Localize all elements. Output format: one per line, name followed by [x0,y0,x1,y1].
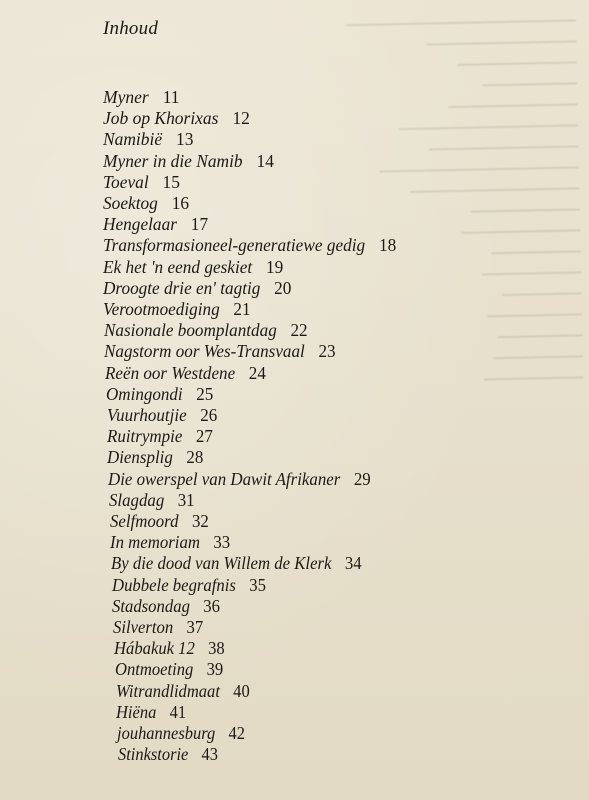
toc-entry [103,129,193,149]
toc-entry-title: Slagdag [109,489,165,510]
toc-entry [114,638,225,658]
toc-entry [109,490,195,510]
toc-entry-title: Nagstorm oor Wes-Transvaal [104,341,305,362]
toc-entry-page-number: 27 [195,426,213,447]
toc-entry-page-number: 32 [191,511,209,531]
toc-entry-title: Soektog [103,193,158,213]
toc-entry-page-number: 43 [201,744,218,765]
toc-entry-page-number: 16 [171,193,190,213]
toc-entry-page-number: 40 [233,680,250,701]
toc-entry-title: Vuurhoutjie [107,405,187,425]
toc-entry-title: Diensplig [107,447,173,468]
toc-entry [108,469,371,489]
toc-entry-title: Myner [103,87,149,107]
toc-entry-title: Dubbele begrafnis [112,574,236,595]
toc-entry [113,617,203,637]
toc-entry [104,341,336,361]
toc-entry-title: Droogte drie en' tagtig [103,277,261,298]
toc-entry [103,151,274,171]
toc-entry-title: In memoriam [110,532,200,553]
toc-entry-page-number: 23 [318,341,336,362]
toc-entry-page-number: 12 [232,108,250,129]
toc-entry-title: Hábakuk 12 [114,638,195,659]
toc-entry-page-number: 17 [190,214,209,235]
toc-entry [104,320,308,340]
toc-entry-page-number: 38 [208,638,225,659]
toc-entry-page-number: 14 [256,150,274,171]
toc-entry [116,702,186,722]
toc-entry [105,363,266,383]
toc-entry-page-number: 31 [177,489,195,510]
toc-entry-title: Selfmoord [110,511,179,531]
toc-entry [110,532,230,552]
toc-entry-page-number: 39 [206,659,224,680]
toc-entry-title: Myner in die Namib [103,150,243,171]
toc-entry [107,447,203,467]
toc-entry-title: Toeval [103,171,149,192]
toc-entry-title: Witrandlidmaat [116,680,220,701]
toc-entry-page-number: 34 [344,553,362,574]
toc-entry [103,108,250,128]
toc-entry [106,384,213,404]
toc-entry [103,214,208,234]
toc-entry [115,659,223,679]
page-heading: Inhoud [103,18,159,39]
toc-entry [107,405,217,425]
toc-entry-title: Hengelaar [103,214,177,235]
toc-entry-title: Verootmoediging [103,299,220,319]
toc-entry-page-number: 26 [200,405,218,425]
toc-entry-title: Ek het 'n eend geskiet [103,256,253,277]
toc-entry-page-number: 24 [248,362,266,383]
toc-entry-page-number: 18 [378,235,397,256]
toc-entry-page-number: 37 [186,617,204,637]
toc-entry-title: Job op Khorixas [103,108,219,129]
toc-entry-page-number: 35 [249,574,267,595]
toc-entry-title: Stinkstorie [118,744,189,765]
toc-entry [103,299,251,319]
toc-entry [103,193,189,213]
toc-entry [103,257,283,277]
toc-entry-page-number: 22 [290,320,308,341]
toc-entry-title: Ruitrympie [107,426,183,447]
toc-entry-page-number: 11 [162,87,180,107]
toc-entry-title: By die dood van Willem de Klerk [111,553,332,574]
toc-entry-title: Transformasioneel-generatiewe gedig [103,235,366,256]
toc-entry [103,278,291,298]
toc-entry-page-number: 20 [274,277,292,298]
toc-entry-page-number: 15 [162,171,180,192]
toc-entry-title: Reën oor Westdene [105,362,236,383]
toc-entry-title: Namibië [103,129,163,150]
toc-entry [103,87,180,107]
toc-entry [117,723,245,743]
toc-entry-page-number: 33 [213,532,231,553]
toc-entry-title: Nasionale boomplantdag [104,320,277,341]
toc-entry-page-number: 42 [228,723,245,743]
toc-entry-page-number: 25 [196,383,214,404]
toc-entry [110,511,209,531]
toc-entry [111,553,362,573]
toc-entry-page-number: 21 [233,299,251,319]
toc-entry-title: jouhannesburg [117,723,216,743]
toc-entry-page-number: 29 [353,468,371,489]
toc-entry-page-number: 36 [203,595,220,616]
toc-entry-title: Ontmoeting [115,659,194,680]
toc-entry-title: Stadsondag [112,595,190,616]
toc-entry-title: Hiëna [116,701,157,722]
toc-entry [103,172,180,192]
toc-entry-page-number: 28 [186,447,204,468]
toc-entry [116,681,250,701]
toc-entry [103,235,396,255]
toc-entry-title: Die owerspel van Dawit Afrikaner [108,468,341,489]
toc-entry [112,575,266,595]
toc-entry-page-number: 13 [176,129,194,150]
toc-entry [118,744,218,764]
toc-entry [107,426,213,446]
toc-entry [112,596,220,616]
toc-entry-page-number: 41 [169,701,187,722]
toc-entry-page-number: 19 [265,256,284,277]
toc-entry-title: Silverton [113,617,174,637]
toc-entry-title: Omingondi [106,383,183,404]
